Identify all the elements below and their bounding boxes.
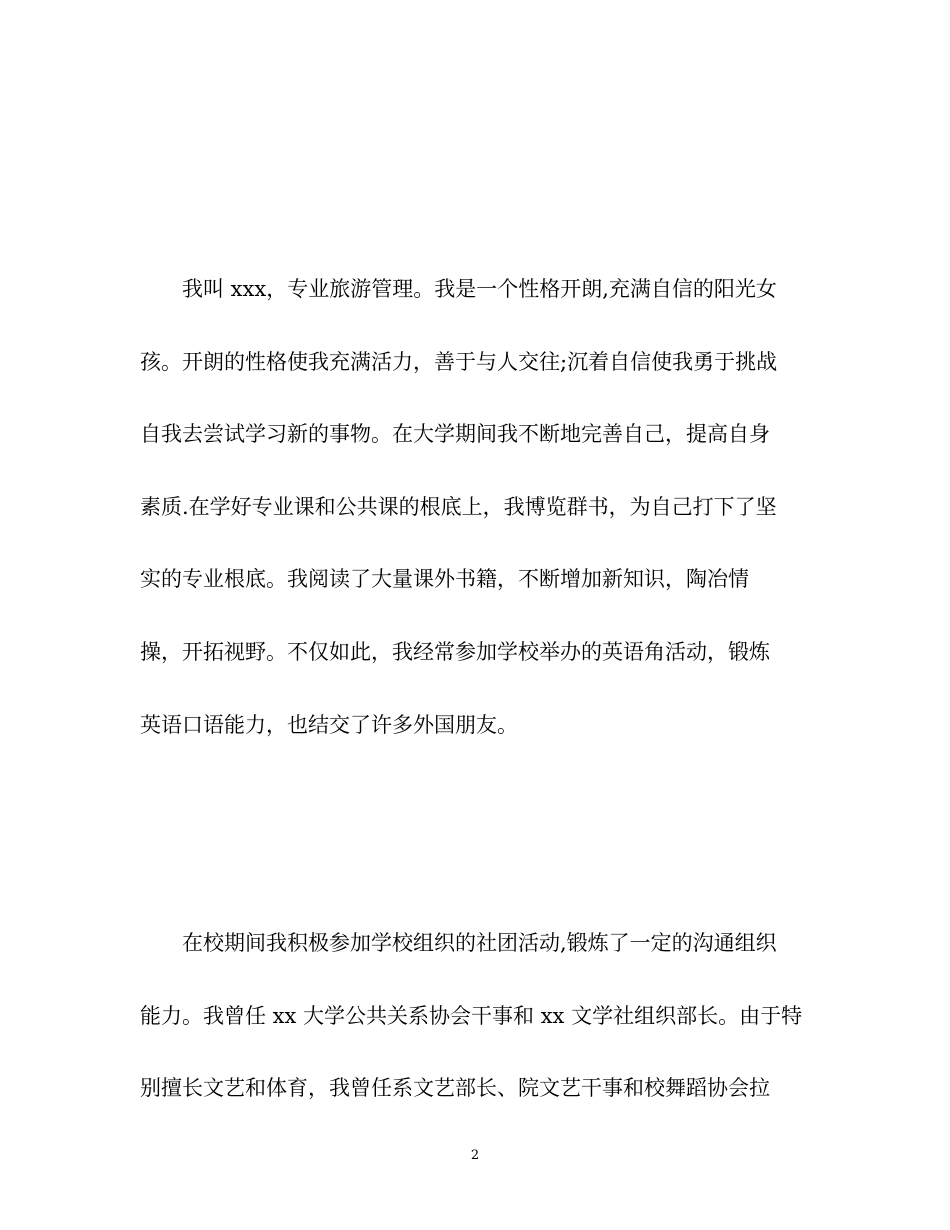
paragraph-line: 在校期间我积极参加学校组织的社团活动,锻炼了一定的沟通组织 (140, 931, 777, 955)
paragraph-line: 孩。开朗的性格使我充满活力，善于与人交往;沉着自信使我勇于挑战 (140, 350, 778, 374)
page-number: 2 (470, 1148, 480, 1163)
paragraph-line: 实的专业根底。我阅读了大量课外书籍，不断增加新知识，陶冶情 (140, 567, 749, 591)
paragraph-line: 我叫 xxx，专业旅游管理。我是一个性格开朗,充满自信的阳光女 (140, 277, 777, 301)
paragraph-line: 英语口语能力，也结交了许多外国朋友。 (140, 713, 518, 737)
paragraph-line: 素质.在学好专业课和公共课的根底上，我博览群书，为自己打下了坚 (140, 495, 777, 519)
paragraph-line: 别擅长文艺和体育，我曾任系文艺部长、院文艺干事和校舞蹈协会拉 (140, 1076, 770, 1100)
paragraph-line: 操，开拓视野。不仅如此，我经常参加学校举办的英语角活动，锻炼 (140, 640, 770, 664)
paragraph-line: 自我去尝试学习新的事物。在大学期间我不断地完善自己，提高自身 (140, 422, 770, 446)
paragraph-line: 能力。我曾任 xx 大学公共关系协会干事和 xx 文学社组织部长。由于特 (140, 1004, 803, 1028)
